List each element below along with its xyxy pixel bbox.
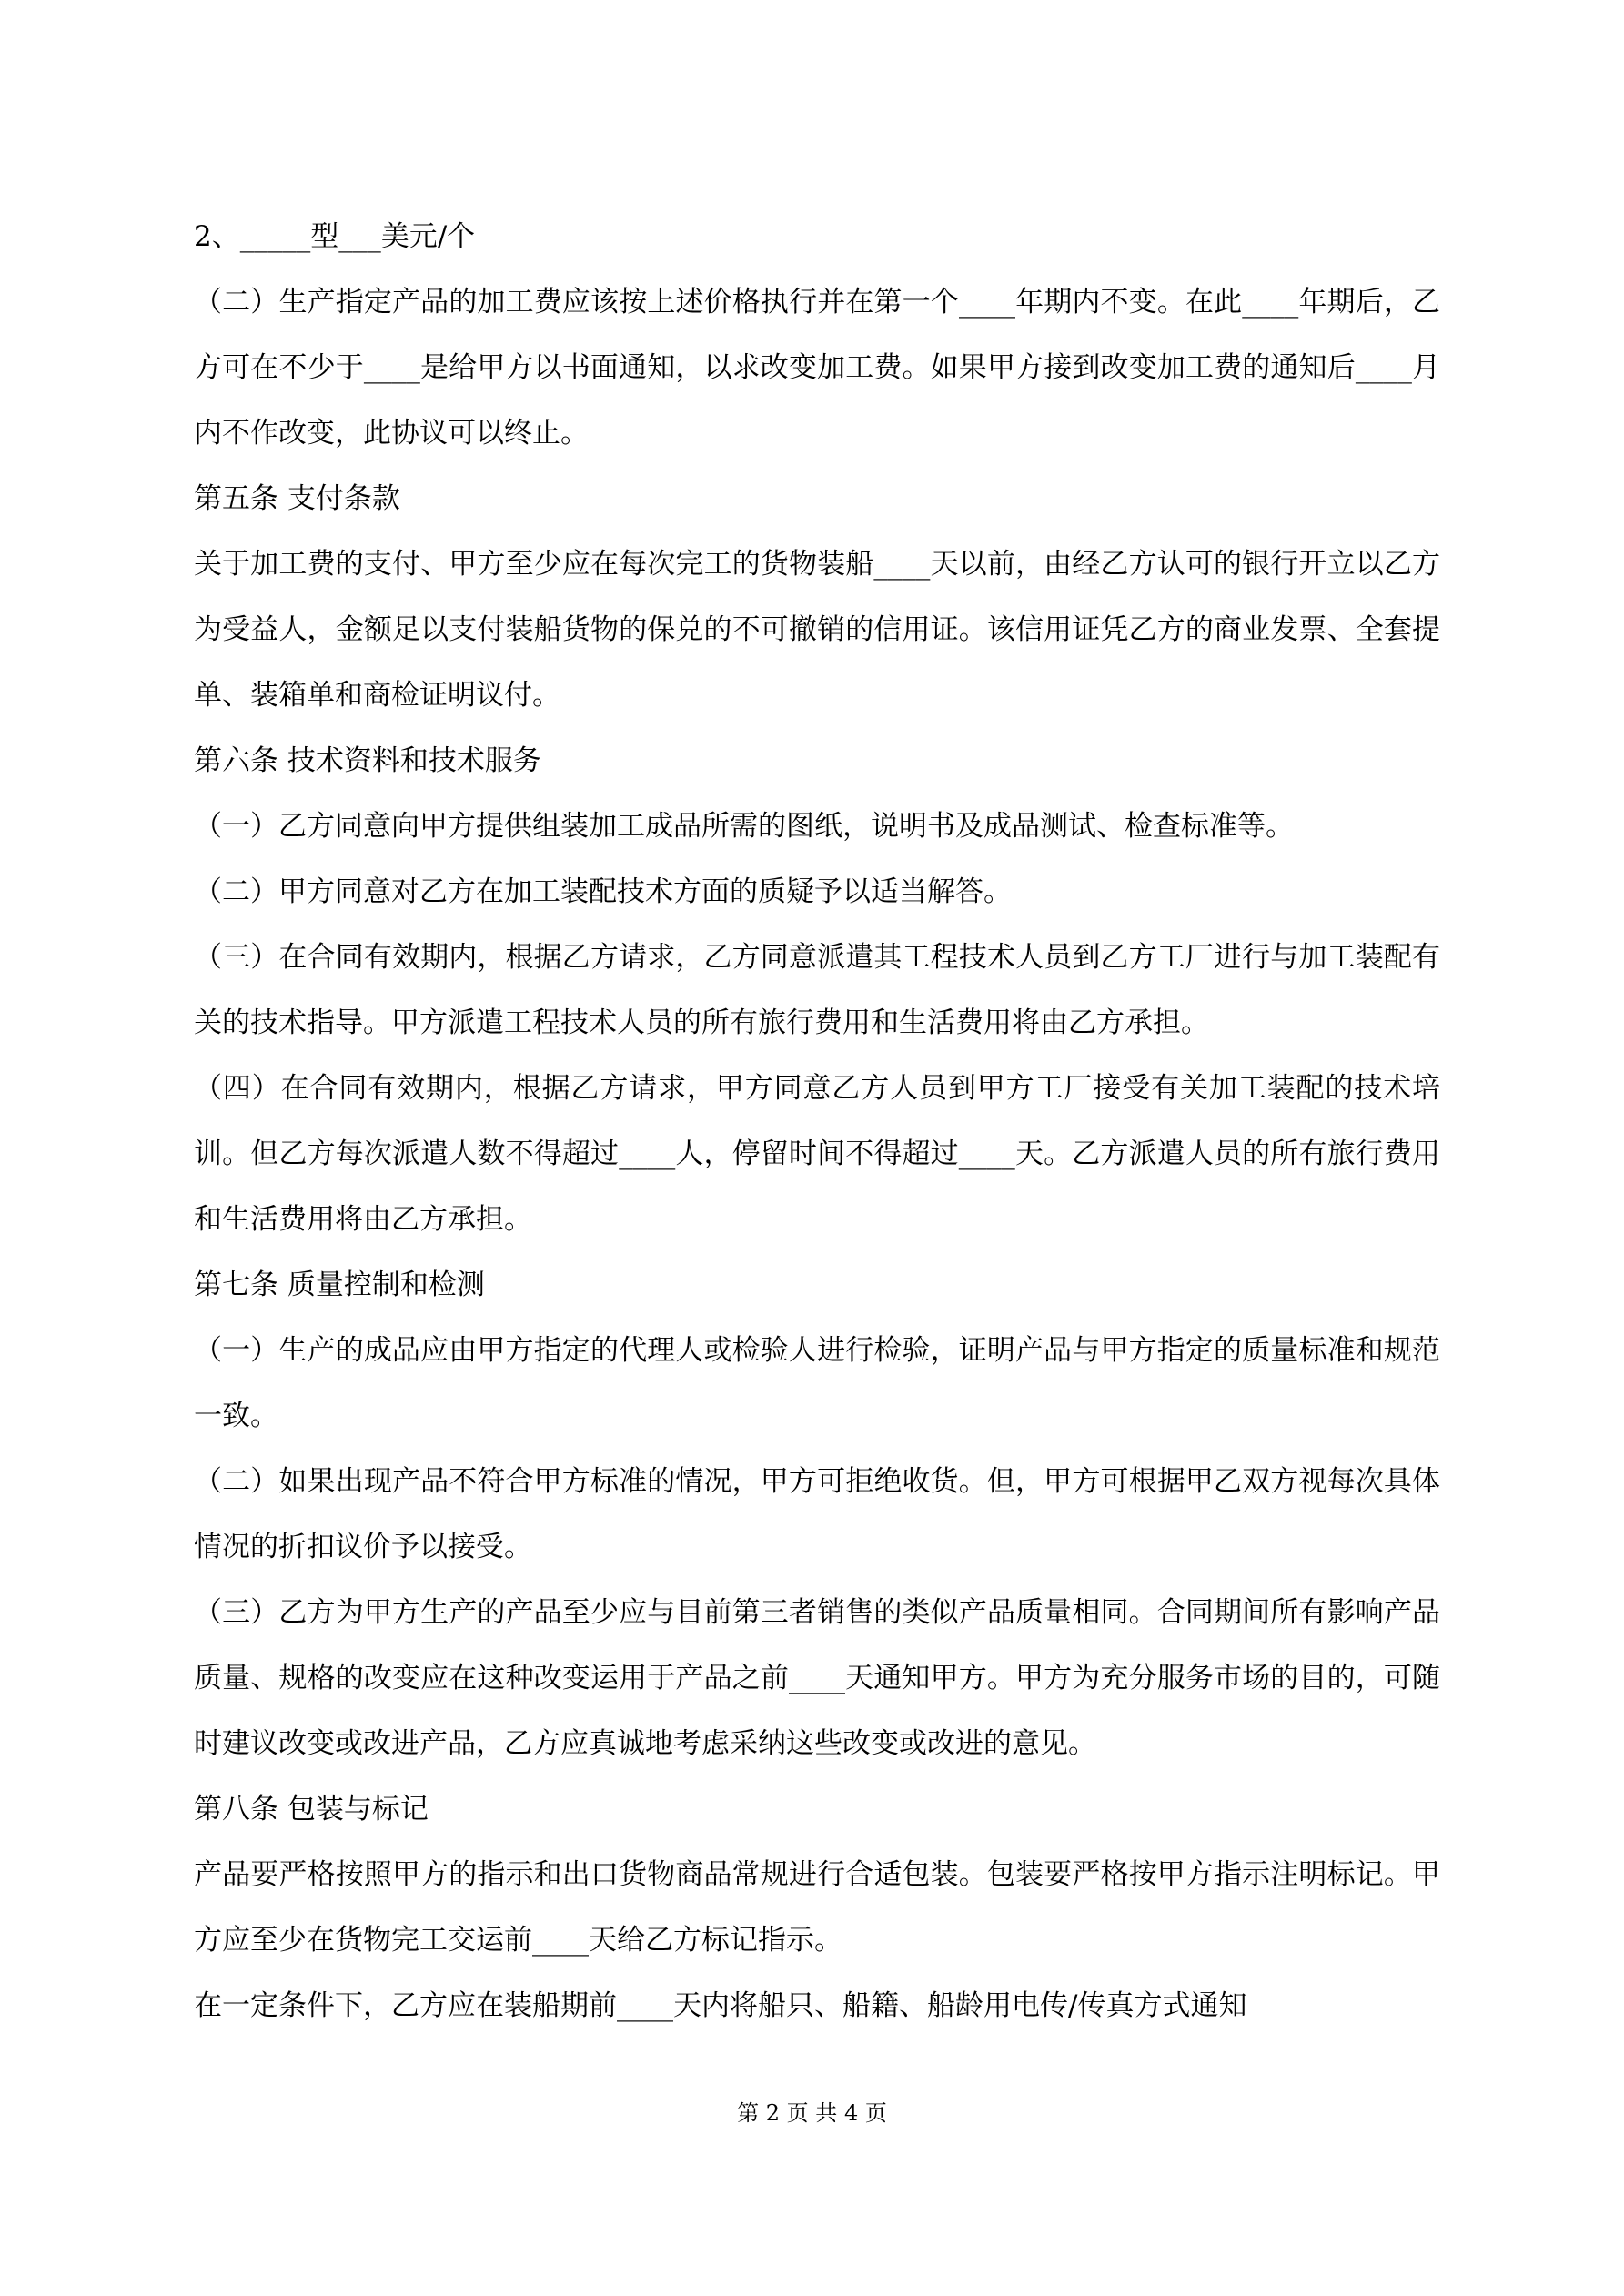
- article-heading: 第六条 技术资料和技术服务: [194, 744, 541, 777]
- clause-payment: 关于加工费的支付、甲方至少应在每次完工的货物装船____天以前，由经乙方认可的银行开立以乙方为受益人，金额足以支付装船货物的保兑的不可撤销的信用证。该信用证凭乙方的商业发票、全套提单、装箱单和商检证明议付。: [194, 548, 1440, 712]
- article-heading: 第八条 包装与标记: [194, 1793, 429, 1826]
- clause-tech-4: （四）在合同有效期内，根据乙方请求，甲方同意乙方人员到甲方工厂接受有关加工装配的技术培训。但乙方每次派遣人数不得超过____人，停留时间不得超过____天。乙方派遣人员的所有旅行费用和生活费用将由乙方承担。: [194, 1072, 1440, 1236]
- clause-packing: 产品要严格按照甲方的指示和出口货物商品常规进行合适包装。包装要严格按甲方指示注明标记。甲方应至少在货物完工交运前____天给乙方标记指示。: [194, 1858, 1440, 1957]
- article-heading: 第五条 支付条款: [194, 482, 400, 515]
- clause-fee-fixed: （二）生产指定产品的加工费应该按上述价格执行并在第一个____年期内不变。在此____年期后，乙方可在不少于____是给甲方以书面通知，以求改变加工费。如果甲方接到改变加工费的通知后____月内不作改变，此协议可以终止。: [194, 286, 1440, 450]
- clause-tech-2: （二）甲方同意对乙方在加工装配技术方面的质疑予以适当解答。: [194, 875, 1012, 908]
- clause-shipping-notice: 在一定条件下，乙方应在装船期前____天内将船只、船籍、船龄用电传/传真方式通知: [194, 1989, 1247, 2022]
- clause-quality-1: （一）生产的成品应由甲方指定的代理人或检验人进行检验，证明产品与甲方指定的质量标准和规范一致。: [194, 1334, 1440, 1432]
- document-body: [194, 204, 1440, 2038]
- clause-quality-2: （二）如果出现产品不符合甲方标准的情况，甲方可拒绝收货。但，甲方可根据甲乙双方视每次具体情况的折扣议价予以接受。: [194, 1465, 1440, 1563]
- page-number-footer: 第 2 页 共 4 页: [737, 2100, 887, 2126]
- clause-tech-3: （三）在合同有效期内，根据乙方请求，乙方同意派遣其工程技术人员到乙方工厂进行与加工装配有关的技术指导。甲方派遣工程技术人员的所有旅行费用和生活费用将由乙方承担。: [194, 941, 1440, 1039]
- price-item-line: 2、_____型___美元/个: [194, 220, 476, 253]
- clause-quality-3: （三）乙方为甲方生产的产品至少应与目前第三者销售的类似产品质量相同。合同期间所有影响产品质量、规格的改变应在这种改变运用于产品之前____天通知甲方。甲方为充分服务市场的目的，可随时建议改变或改进产品，乙方应真诚地考虑采纳这些改变或改进的意见。: [194, 1596, 1440, 1760]
- clause-tech-1: （一）乙方同意向甲方提供组装加工成品所需的图纸，说明书及成品测试、检查标准等。: [194, 810, 1294, 843]
- article-heading: 第七条 质量控制和检测: [194, 1269, 485, 1301]
